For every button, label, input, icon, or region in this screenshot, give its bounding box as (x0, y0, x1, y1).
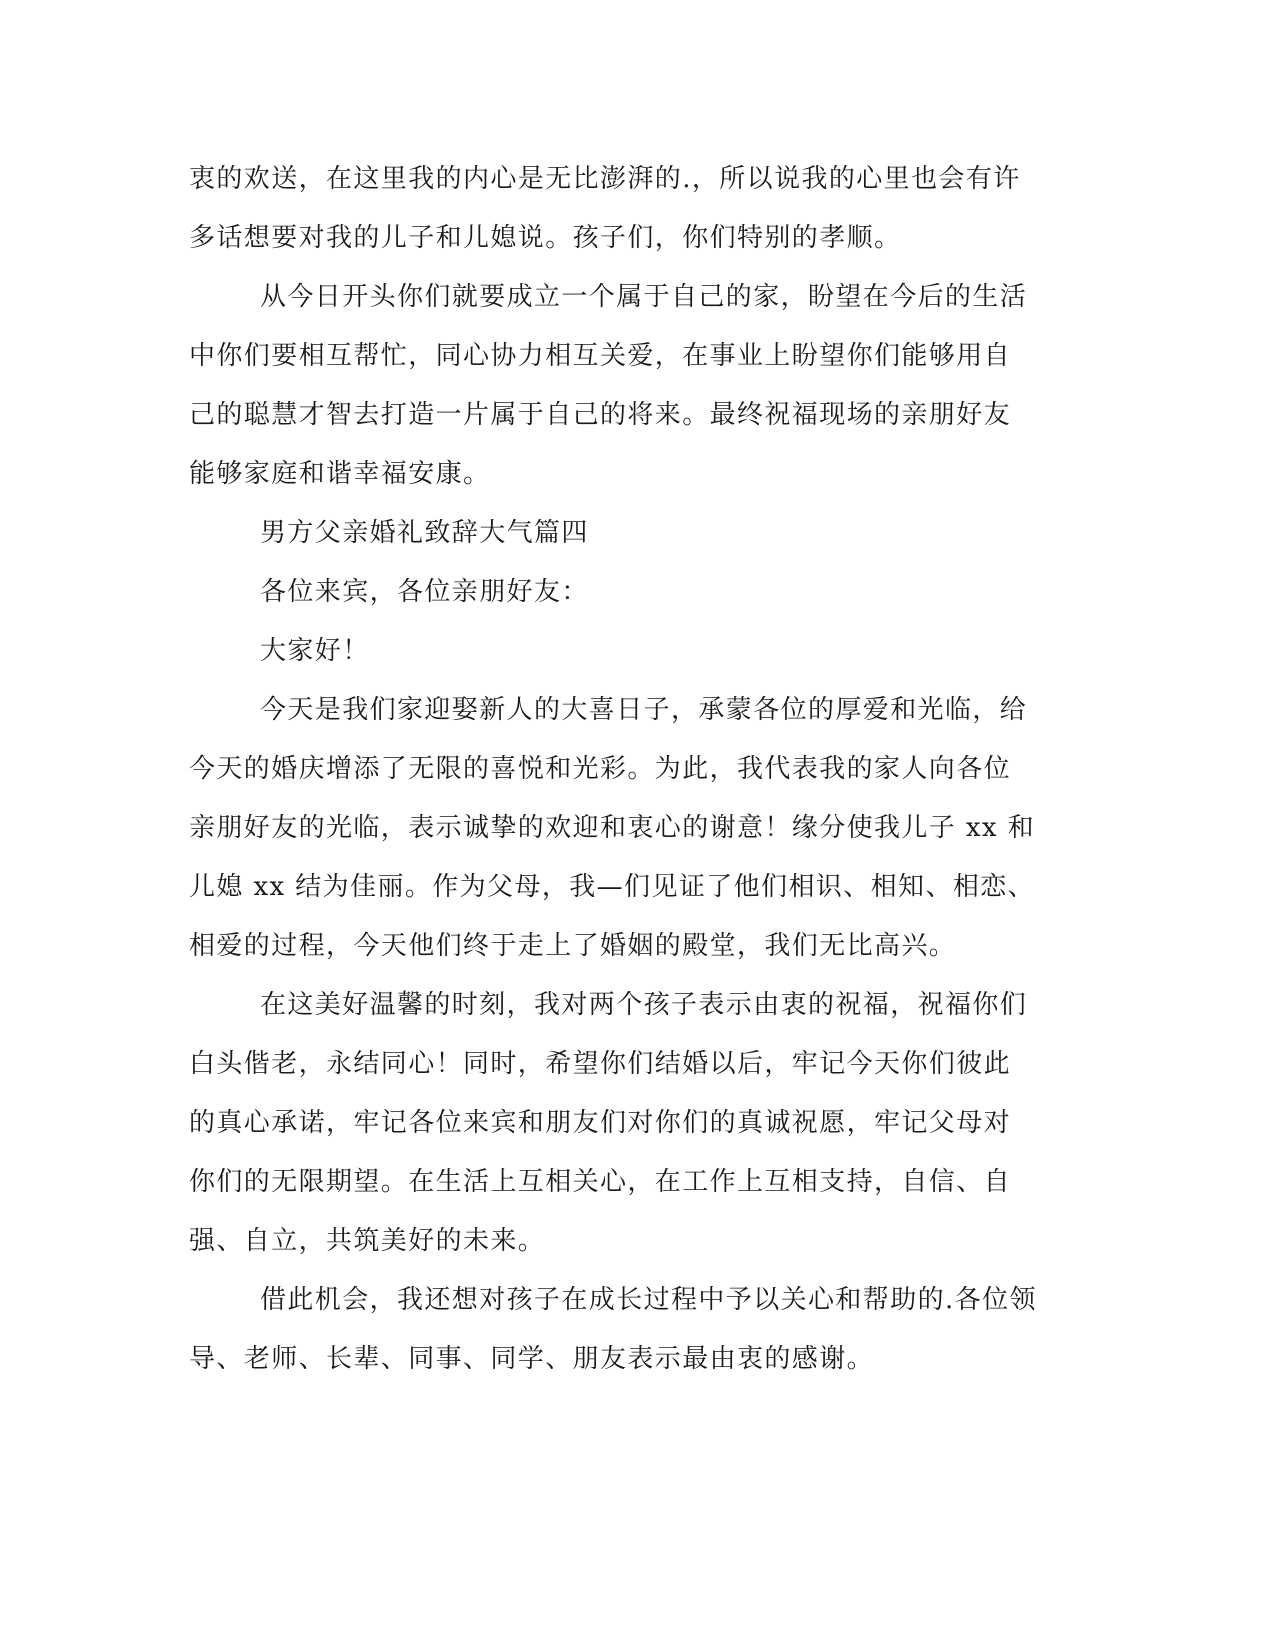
paragraph-start: 在这美好温馨的时刻，我对两个孩子表示由衷的祝福，祝福你们 (260, 990, 1028, 1020)
text-line: 强、自立，共筑美好的未来。 (189, 1226, 546, 1256)
text-line: 导、老师、长辈、同事、同学、朋友表示最由衷的感谢。 (189, 1344, 875, 1374)
text-line: 衷的欢送，在这里我的内心是无比澎湃的.，所以说我的心里也会有许 (189, 164, 1021, 194)
text-line: 多话想要对我的儿子和儿媳说。孩子们，你们特别的孝顺。 (189, 223, 902, 253)
paragraph-start: 借此机会，我还想对孩子在成长过程中予以关心和帮助的.各位领 (260, 1285, 1037, 1315)
paragraph-start: 从今日开头你们就要成立一个属于自己的家，盼望在今后的生活 (260, 282, 1028, 312)
text-line: 你们的无限期望。在生活上互相关心，在工作上互相支持，自信、自 (189, 1167, 1012, 1197)
text-line: 亲朋好友的光临，表示诚挚的欢迎和衷心的谢意！缘分使我儿子 xx 和 (189, 813, 1036, 843)
greeting: 大家好！ (260, 636, 370, 666)
text-line: 儿媳 xx 结为佳丽。作为父母，我—们见证了他们相识、相知、相恋、 (189, 872, 1036, 902)
text-line: 相爱的过程，今天他们终于走上了婚姻的殿堂，我们无比高兴。 (189, 931, 957, 961)
text-line: 的真心承诺，牢记各位来宾和朋友们对你们的真诚祝愿，牢记父母对 (189, 1108, 1012, 1138)
text-line: 己的聪慧才智去打造一片属于自己的将来。最终祝福现场的亲朋好友 (189, 400, 1012, 430)
text-line: 中你们要相互帮忙，同心协力相互关爱，在事业上盼望你们能够用自 (189, 341, 1012, 371)
paragraph-start: 今天是我们家迎娶新人的大喜日子，承蒙各位的厚爱和光临，给 (260, 695, 1028, 725)
text-line: 能够家庭和谐幸福安康。 (189, 459, 491, 489)
section-heading: 男方父亲婚礼致辞大气篇四 (260, 518, 589, 548)
text-line: 白头偕老，永结同心！同时，希望你们结婚以后，牢记今天你们彼此 (189, 1049, 1012, 1079)
salutation: 各位来宾，各位亲朋好友： (260, 577, 589, 607)
text-line: 今天的婚庆增添了无限的喜悦和光彩。为此，我代表我的家人向各位 (189, 754, 1012, 784)
